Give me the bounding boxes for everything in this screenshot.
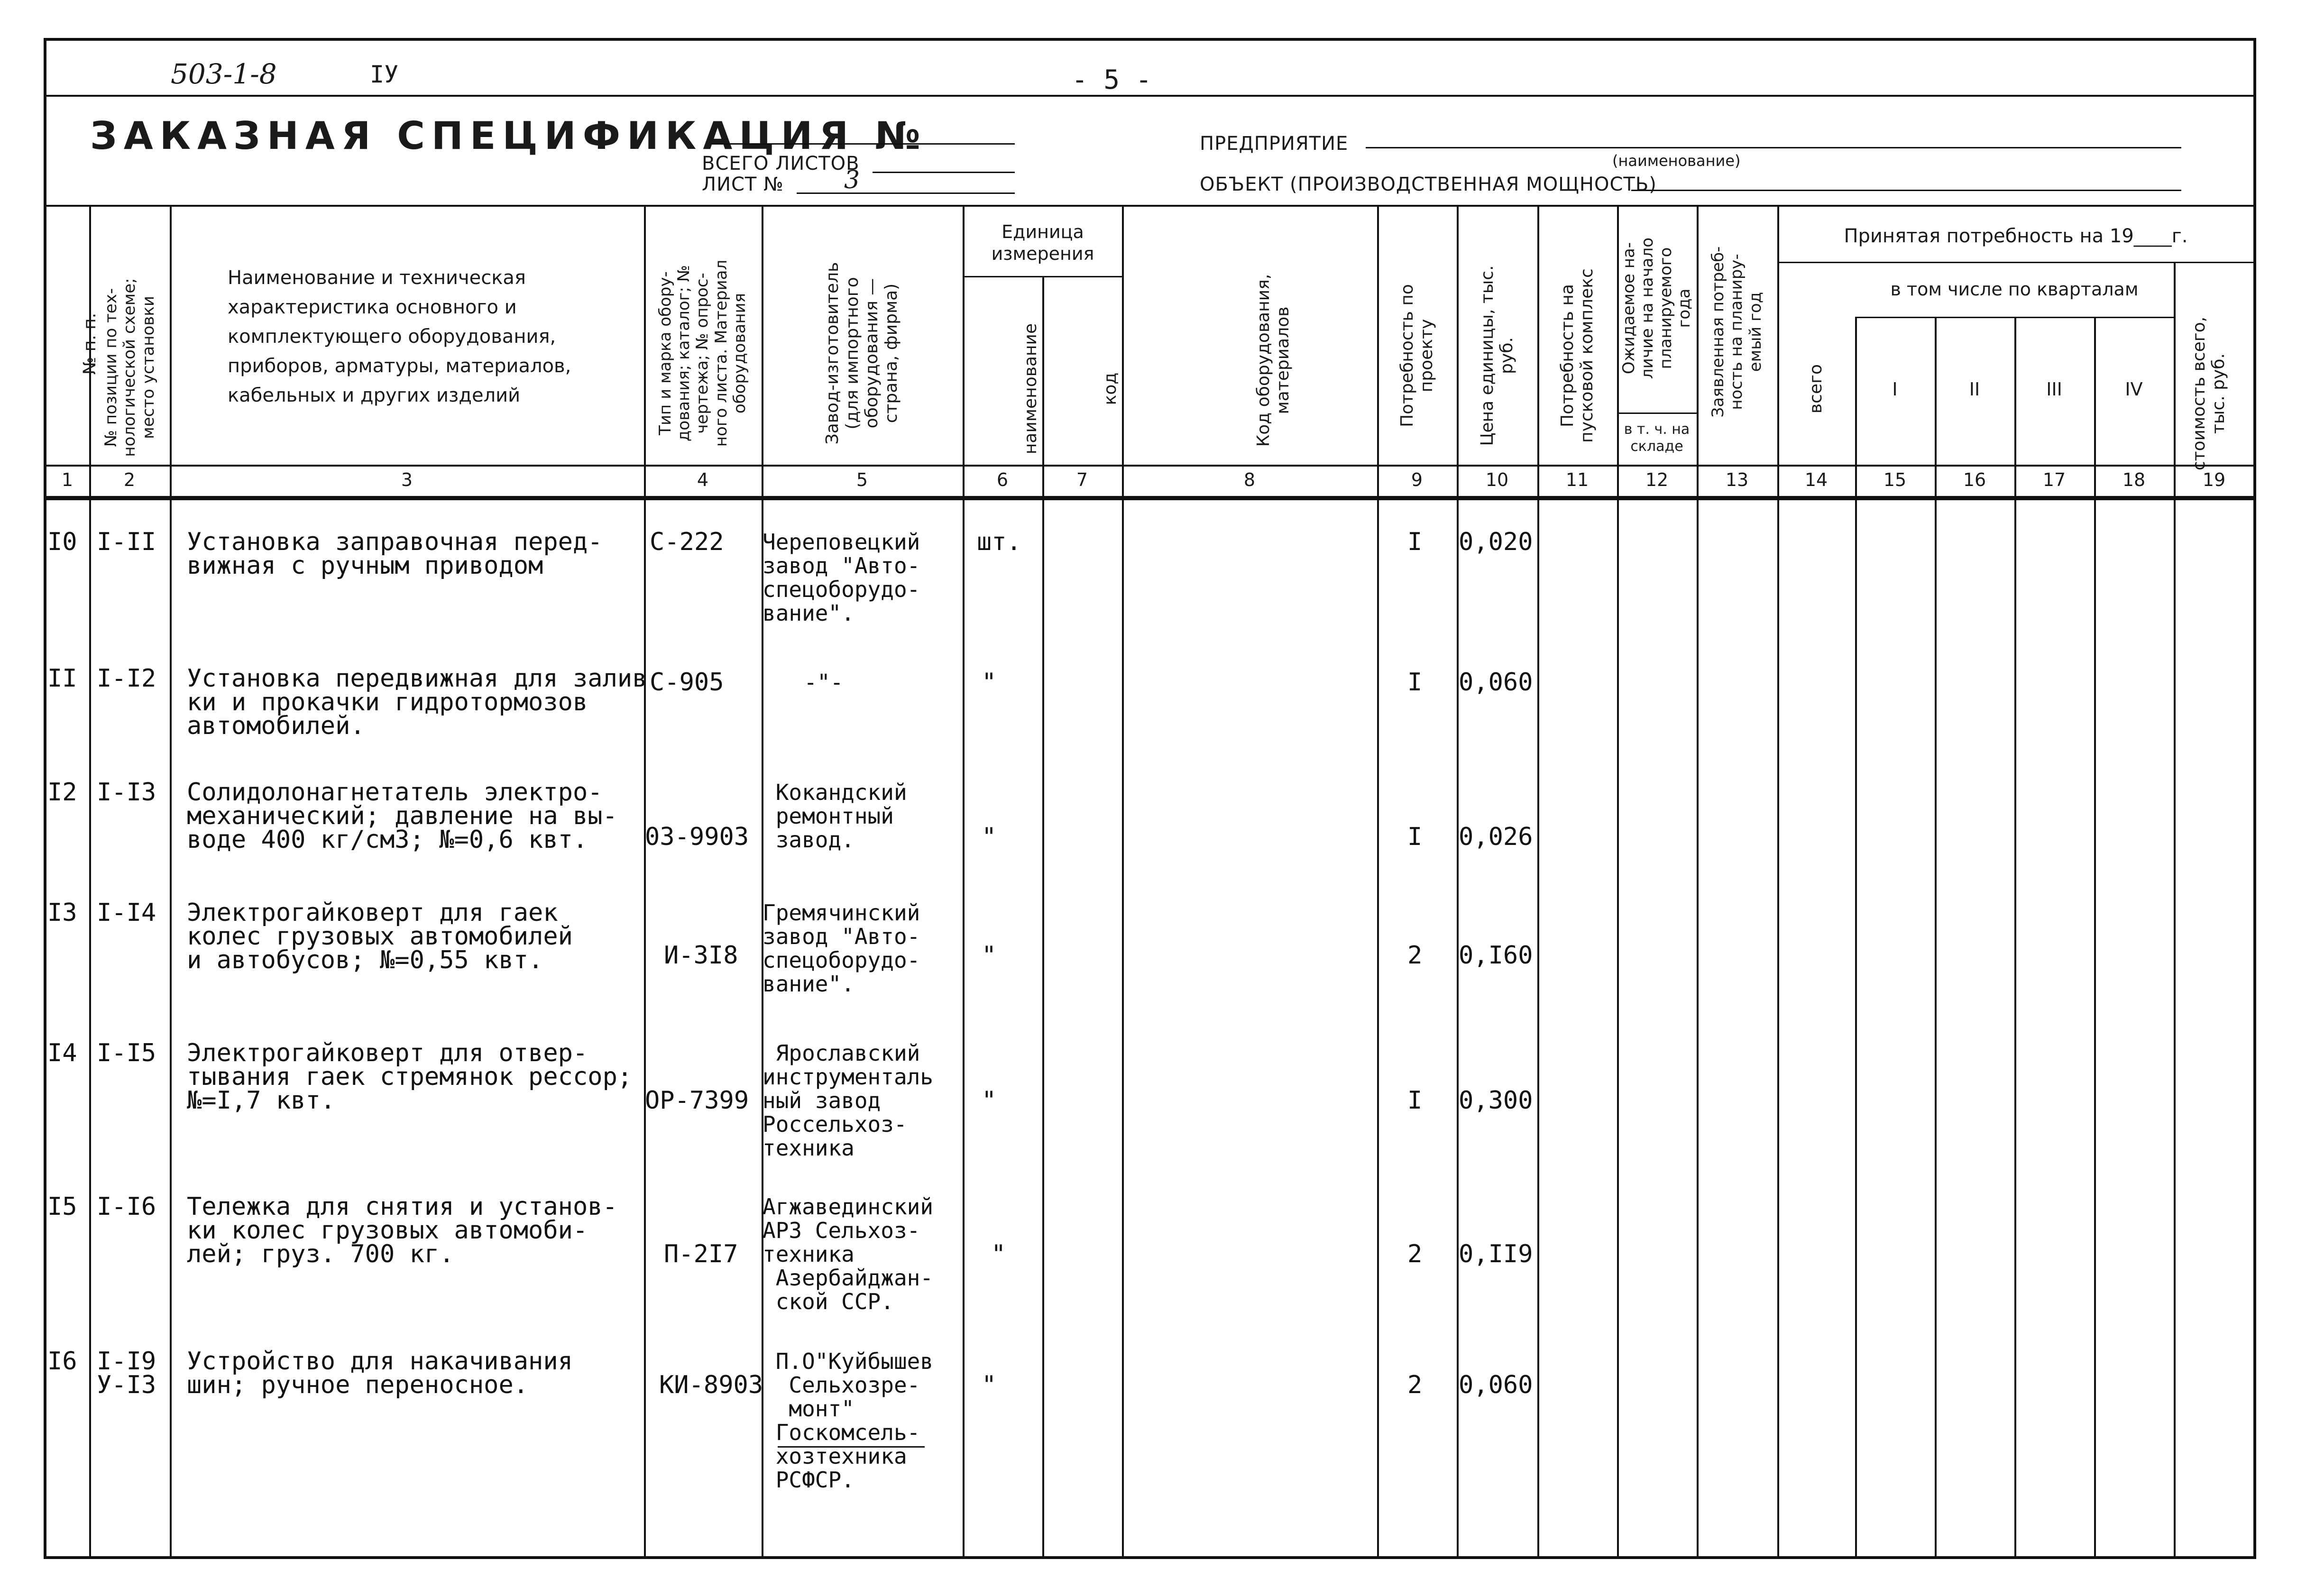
- sheet-line: [797, 193, 1015, 194]
- col-header-7: код: [1101, 372, 1121, 405]
- row-3-no: I3: [47, 899, 77, 927]
- col-line-12: [1697, 205, 1699, 1559]
- row-4-no: I4: [47, 1039, 77, 1067]
- row-2-price: 0,026: [1459, 823, 1533, 851]
- row-6-name: Устройство для накачивания шин; ручное переносное.: [187, 1347, 573, 1399]
- row-2-name: Солидолонагнетатель электро- механический; давление на вы- воде 400 кг/см3; №=0,6 квт.: [187, 778, 617, 854]
- unit-group-line: [963, 276, 1122, 277]
- enterprise-label: ПРЕДПРИЯТИЕ: [1200, 133, 1349, 155]
- row-2-pos: I-I3: [97, 778, 156, 807]
- row-1-qty: I: [1407, 668, 1423, 697]
- col-num-9: 9: [1411, 469, 1423, 490]
- row-6-maker: П.О"Куйбышев Сельхозре- монт" Госкомсель- хозтехника РСФСР.: [775, 1348, 934, 1493]
- col-line-17: [2094, 317, 2096, 1559]
- row-5-maker: Агжавединский АРЗ Сельхоз- техника Азербайджан- ской ССР.: [763, 1194, 934, 1314]
- row-4-maker: Ярославский инструменталь ный завод Россельхоз- техника: [763, 1040, 934, 1161]
- col-header-13: Заявленная потреб-ность на планиру-емый год: [1709, 246, 1765, 418]
- accepted-group-line: [1777, 262, 2254, 263]
- name-hint: (наименование): [1612, 152, 1741, 170]
- album-number: IУ: [370, 61, 399, 88]
- row-6-qty: 2: [1407, 1371, 1423, 1399]
- col-header-3: Наименование и техническая характеристика основного и комплектующего оборудования, приборов, арматуры, материалов, кабельных и других изделий: [228, 267, 571, 406]
- row-1-price: 0,060: [1459, 668, 1533, 697]
- col-header-14: всего: [1806, 364, 1826, 414]
- row-3-qty: 2: [1407, 941, 1423, 970]
- row-2-type: 03-9903: [645, 823, 749, 851]
- form-title: ЗАКАЗНАЯ СПЕЦИФИКАЦИЯ №: [90, 114, 928, 158]
- sheet-value: 3: [844, 166, 860, 194]
- col-header-9: Потребность по проекту: [1397, 284, 1436, 427]
- col-header-1: № п. п.: [80, 312, 100, 375]
- sheet-label: ЛИСТ №: [702, 174, 784, 195]
- col-num-7: 7: [1076, 469, 1088, 490]
- row-2-qty: I: [1407, 823, 1423, 851]
- col-line-11: [1617, 205, 1619, 1559]
- row-4-name: Электрогайковерт для отвер- тывания гаек стремянок рессор; №=I,7 квт.: [187, 1039, 633, 1115]
- col-num-2: 2: [123, 469, 136, 490]
- col-line-10: [1537, 205, 1539, 1559]
- col-num-3: 3: [401, 469, 413, 490]
- col-line-14: [1855, 317, 1857, 1559]
- col-header-19: стоимость всего, тыс. руб.: [2189, 316, 2228, 471]
- row-3-type: И-3I8: [664, 941, 738, 970]
- spec-number-line: [711, 143, 1015, 145]
- col-header-12-sub: в т. ч. на складе: [1624, 421, 1690, 455]
- col-num-11: 11: [1565, 469, 1589, 490]
- row-0-price: 0,020: [1459, 528, 1533, 556]
- col-num-8: 8: [1243, 469, 1256, 490]
- row-6-type: КИ-8903: [659, 1371, 763, 1399]
- stock-sub-line: [1617, 413, 1697, 414]
- col-header-4: Тип и марка обору-дования; каталог; № чертежа; № опрос-ного листа. Материал оборудования: [656, 259, 749, 447]
- row-1-pos: I-I2: [97, 664, 156, 693]
- row-5-type: П-2I7: [664, 1240, 738, 1268]
- header-separator: [46, 95, 2254, 97]
- strikethrough-mark: [778, 1446, 925, 1448]
- col-num-15: 15: [1883, 469, 1907, 490]
- row-4-qty: I: [1407, 1086, 1423, 1115]
- col-num-17: 17: [2042, 469, 2066, 490]
- col-header-accepted-group: Принятая потребность на 19____г.: [1844, 225, 2188, 247]
- row-1-no: II: [47, 664, 77, 693]
- document-code: 503-1-8: [171, 58, 277, 90]
- row-2-maker: Кокандский ремонтный завод.: [775, 780, 907, 853]
- col-num-1: 1: [61, 469, 74, 490]
- table-body-top-line: [46, 496, 2254, 500]
- col-line-15: [1935, 317, 1937, 1559]
- row-2-no: I2: [47, 778, 77, 807]
- row-0-maker: Череповецкий завод "Авто- спецоборудо- вание".: [763, 529, 920, 626]
- row-4-price: 0,300: [1459, 1086, 1533, 1115]
- col-num-18: 18: [2122, 469, 2146, 490]
- col-header-6: наименование: [1021, 323, 1041, 455]
- col-header-2: № позиции по тех-нологической схеме; место установки: [101, 278, 158, 457]
- row-1-maker: -"-: [778, 670, 844, 695]
- col-header-q1: I: [1892, 379, 1898, 400]
- row-3-pos: I-I4: [97, 899, 156, 927]
- row-0-pos: I-II: [97, 528, 156, 556]
- row-5-pos: I-I6: [97, 1192, 156, 1221]
- col-num-12: 12: [1645, 469, 1669, 490]
- col-header-11: Потребность на пусковой комплекс: [1557, 268, 1597, 443]
- row-6-pos: I-I9 У-I3: [97, 1347, 156, 1399]
- total-sheets-line: [873, 172, 1015, 173]
- row-0-name: Установка заправочная перед- вижная с ручным приводом: [187, 528, 603, 580]
- row-3-price: 0,I60: [1459, 941, 1533, 970]
- row-3-name: Электрогайковерт для гаек колес грузовых автомобилей и автобусов; №=0,55 квт.: [187, 899, 573, 974]
- row-0-unit: шт.: [977, 528, 1021, 556]
- column-number-top-line: [46, 465, 2254, 467]
- row-3-unit: ": [982, 941, 997, 970]
- enterprise-line: [1366, 147, 2181, 148]
- object-line: [1631, 190, 2181, 191]
- col-line-13: [1777, 205, 1779, 1559]
- row-2-unit: ": [982, 823, 997, 851]
- col-line-9: [1457, 205, 1459, 1559]
- quarters-group-line: [1855, 317, 2174, 318]
- row-6-no: I6: [47, 1347, 77, 1376]
- col-header-q3: III: [2046, 379, 2062, 400]
- row-6-unit: ": [982, 1371, 997, 1399]
- col-header-10: Цена единицы, тыс. руб.: [1477, 265, 1516, 446]
- title-separator: [46, 205, 2254, 207]
- col-header-8: Код оборудования, материалов: [1253, 274, 1293, 447]
- col-num-14: 14: [1804, 469, 1828, 490]
- row-1-name: Установка передвижная для залив ки и прокачки гидротормозов автомобилей.: [187, 664, 647, 740]
- col-num-19: 19: [2202, 469, 2226, 490]
- object-label: ОБЪЕКТ (ПРОИЗВОДСТВЕННАЯ МОЩНОСТЬ): [1200, 174, 1657, 195]
- row-0-no: I0: [47, 528, 77, 556]
- row-1-unit: ": [982, 668, 997, 697]
- col-header-unit-group: Единица измерения: [991, 221, 1094, 264]
- row-4-unit: ": [982, 1086, 997, 1115]
- col-header-q4: IV: [2125, 379, 2143, 400]
- col-line-16: [2014, 317, 2016, 1559]
- page-number: - 5 -: [1072, 64, 1152, 95]
- col-line-8: [1377, 205, 1379, 1559]
- row-4-pos: I-I5: [97, 1039, 156, 1067]
- col-num-4: 4: [697, 469, 709, 490]
- col-num-13: 13: [1725, 469, 1749, 490]
- col-num-10: 10: [1485, 469, 1509, 490]
- col-header-5: Завод-изготовитель (для импортного оборудования —страна, фирма): [823, 262, 901, 445]
- row-5-qty: 2: [1407, 1240, 1423, 1268]
- col-header-q2: II: [1969, 379, 1980, 400]
- col-num-16: 16: [1963, 469, 1986, 490]
- row-0-qty: I: [1407, 528, 1423, 556]
- row-3-maker: Гремячинский завод "Авто- спецоборудо- вание".: [763, 900, 920, 997]
- row-0-type: С-222: [650, 528, 724, 556]
- row-5-no: I5: [47, 1192, 77, 1221]
- total-sheets-label: ВСЕГО ЛИСТОВ: [702, 153, 860, 174]
- col-num-6: 6: [996, 469, 1009, 490]
- row-4-type: ОР-7399: [645, 1086, 749, 1115]
- row-6-price: 0,060: [1459, 1371, 1533, 1399]
- col-header-12: Ожидаемое на-личие на начало планируемого года: [1619, 237, 1694, 379]
- col-line-5: [963, 205, 965, 1559]
- row-5-price: 0,II9: [1459, 1240, 1533, 1268]
- row-5-unit: ": [991, 1240, 1006, 1268]
- row-1-type: С-905: [650, 668, 724, 697]
- col-header-quarters-group: в том числе по кварталам: [1890, 279, 2139, 300]
- col-num-5: 5: [856, 469, 868, 490]
- row-5-name: Тележка для снятия и установ- ки колес грузовых автомоби- лей; груз. 700 кг.: [187, 1192, 617, 1268]
